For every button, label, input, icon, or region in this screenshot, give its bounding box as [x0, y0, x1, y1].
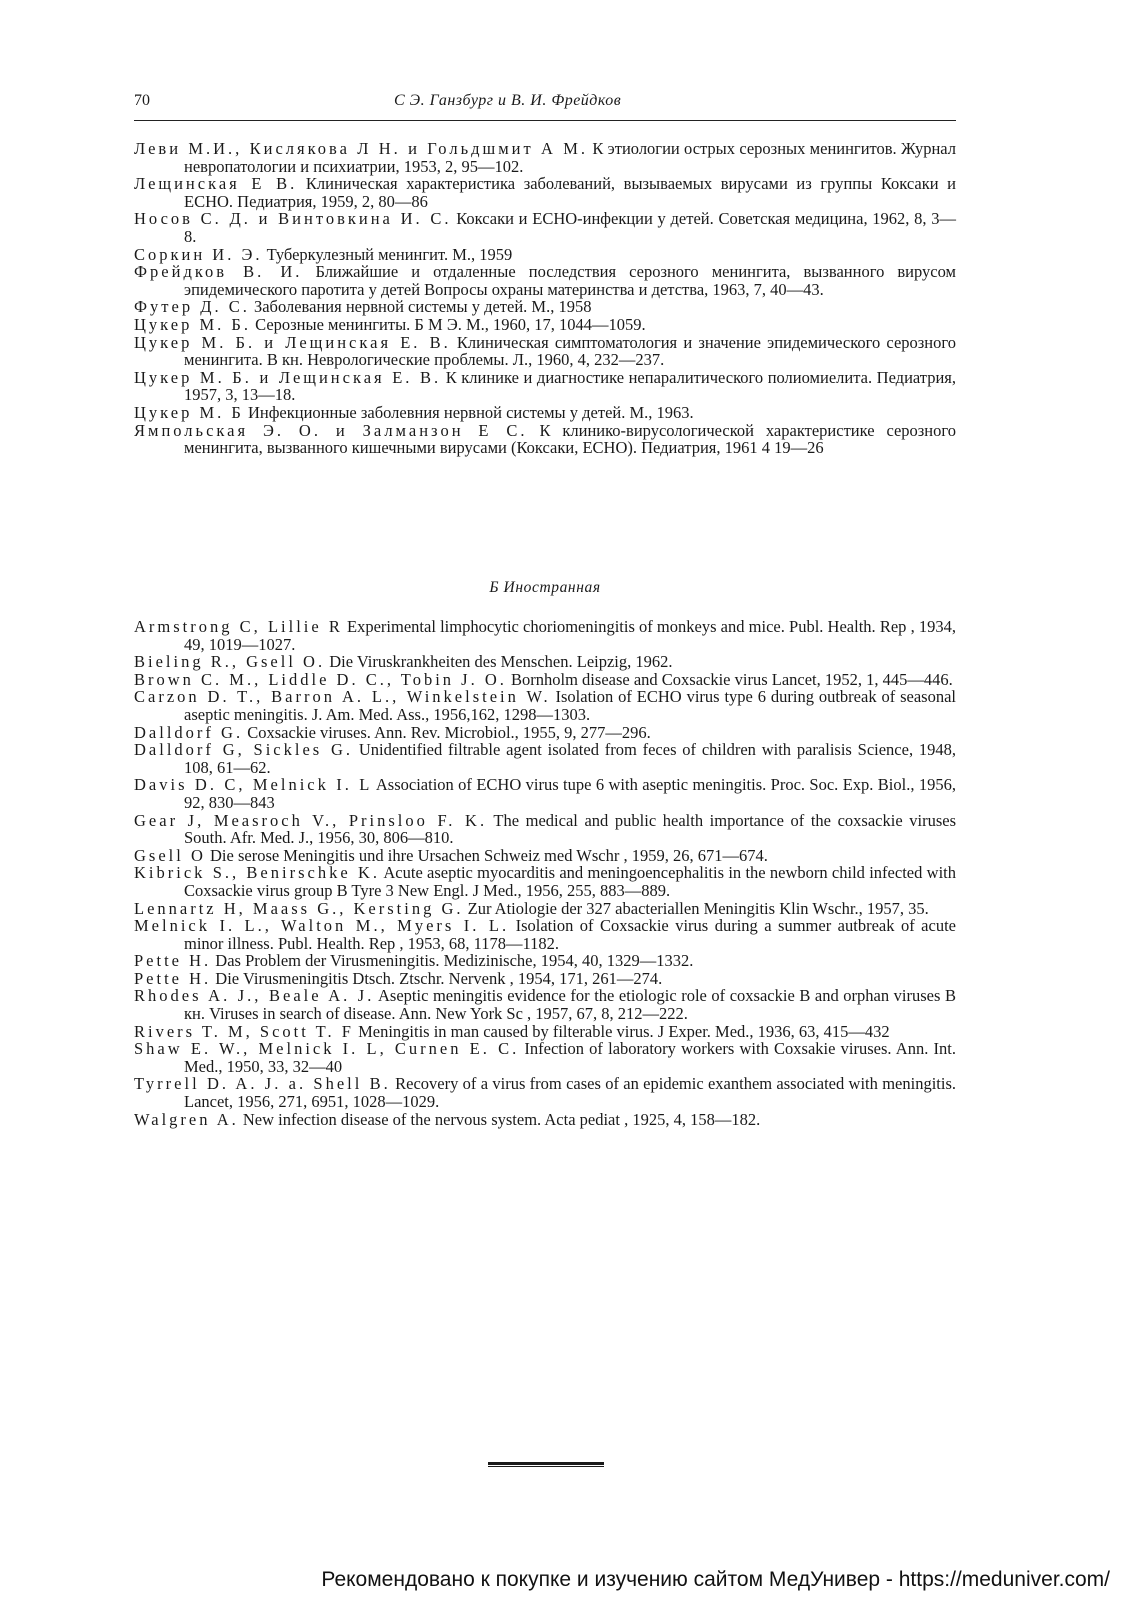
reference-entry: [134, 422, 956, 457]
reference-entry: [134, 688, 956, 723]
page-number: 70: [134, 92, 150, 109]
reference-author: Леви М.И., Кислякова Л Н. и Гольдшмит А М.: [134, 139, 589, 158]
reference-entry: [134, 653, 956, 671]
reference-entry: [134, 316, 956, 334]
reference-author: Brown C. M., Liddle D. C., Tobin J. O.: [134, 669, 507, 689]
reference-entry: [134, 776, 956, 811]
reference-entry: [134, 334, 956, 369]
reference-text: Инфекционные заболевния нервной системы у детей. М., 1963.: [243, 402, 694, 422]
reference-text: Die Viruskrankheiten des Menschen. Leipzig, 1962.: [325, 652, 673, 672]
reference-text: New infection disease of the nervous system. Acta pediat , 1925, 4, 158—182.: [238, 1109, 761, 1129]
reference-author: Armstrong C, Lillie R: [134, 617, 343, 636]
reference-entry: [134, 812, 956, 847]
reference-entry: [134, 298, 956, 316]
foreign-references: [134, 618, 956, 1128]
reference-text: Заболевания нервной системы у детей. М., 1958: [249, 297, 592, 317]
reference-author: Melnick I. L., Walton M., Myers I. L.: [134, 916, 510, 936]
reference-author: Dalldorf G.: [134, 722, 244, 742]
reference-author: Соркин И. Э.: [134, 244, 263, 264]
reference-author: Цукер М. Б: [134, 402, 244, 422]
reference-text: Recovery of a virus from cases of an epidemic exanthem associated with meningitis. Lancet, 1956, 271, 6951, 1028—1029.: [184, 1074, 956, 1112]
reference-author: Pette H.: [134, 951, 212, 971]
reference-text: Isolation of ECHO virus type 6 during outbreak of seasonal aseptic meningitis. J. Am. Med. Ass., 1956,162, 1298—1303.: [184, 687, 956, 724]
reference-author: Lennartz H, Maass G., Kersting G.: [134, 898, 464, 918]
reference-text: Коксаки и ЕСНО-инфекции у детей. Советская медицина, 1962, 8, 3—8.: [184, 209, 956, 246]
reference-entry: [134, 952, 956, 970]
reference-text: К клинике и диагностике непаралитического полиомиелита. Педиатрия, 1957, 3, 13—18.: [184, 367, 956, 405]
reference-author: Shaw E. W., Melnick I. L, Curnen E. C.: [134, 1039, 520, 1059]
reference-entry: [134, 175, 956, 210]
reference-author: Цукер М. Б. и Лещинская Е. В.: [134, 332, 451, 352]
reference-author: Pette H.: [134, 968, 212, 988]
reference-author: Davis D. C, Melnick I. L: [134, 775, 373, 795]
reference-author: Футер Д. С.: [134, 297, 250, 317]
section-title: Б Иностранная: [489, 579, 601, 596]
running-title: С Э. Ганзбург и В. И. Фрейдков: [394, 92, 622, 109]
reference-author: Rhodes A. J., Beale A. J.: [134, 986, 375, 1006]
reference-text: Das Problem der Virusmeningitis. Medizinische, 1954, 40, 1329—1332.: [211, 951, 694, 971]
reference-text: Isolation of Coxsackie virus during a summer autbreak of acute minor illness. Publ. Health. Rep , 1953, 68, 1178—1182.: [184, 916, 956, 953]
reference-text: Infection of laboratory workers with Coxsakie viruses. Ann. Int. Med., 1950, 33, 32—40: [184, 1039, 956, 1076]
reference-entry: [134, 1111, 956, 1129]
reference-entry: [134, 847, 956, 865]
reference-author: Bieling R., Gsell O.: [134, 652, 326, 672]
reference-author: Kibrick S., Benirschke K.: [134, 863, 380, 883]
reference-entry: [134, 900, 956, 918]
reference-author: Цукер М. Б.: [134, 314, 251, 334]
reference-entry: [134, 246, 956, 264]
reference-entry: [134, 618, 956, 653]
reference-text: К этиологии острых серозных менингитов. Журнал невропатологии и психиатрии, 1953, 2, 95—102.: [184, 139, 957, 176]
reference-entry: [134, 210, 956, 245]
reference-text: Серозные менингиты. Б М Э. М., 1960, 17, 1044—1059.: [251, 314, 646, 334]
reference-text: Клиническая симптоматология и значение эпидемического серозного менингита. В кн. Неврологические проблемы. Л., 1960, 4, 232—237.: [184, 332, 956, 370]
reference-entry: [134, 1075, 956, 1110]
reference-entry: [134, 369, 956, 404]
reference-entry: [134, 917, 956, 952]
reference-text: Die Virusmeningitis Dtsch. Ztschr. Nervenk , 1954, 171, 261—274.: [211, 968, 663, 988]
end-divider: [488, 1462, 604, 1467]
reference-author: Gsell O: [134, 845, 206, 865]
reference-entry: [134, 1023, 956, 1041]
reference-text: Aseptic meningitis evidence for the etiologic role of coxsackie B and orphan viruses B кн. Viruses in search of disease. Ann. New York Sc , 1957, 67, 8, 212—222.: [184, 986, 956, 1024]
reference-entry: [134, 1040, 956, 1075]
reference-author: Ямпольская Э. О. и Залманзон Е С.: [134, 420, 528, 440]
reference-text: Meningitis in man caused by filterable virus. J Exper. Med., 1936, 63, 415—432: [353, 1021, 890, 1041]
reference-author: Цукер М. Б. и Лещинская Е. В.: [134, 367, 442, 387]
reference-entry: [134, 404, 956, 422]
reference-author: Tyrrell D. A. J. a. Shell B.: [134, 1074, 391, 1094]
reference-entry: [134, 970, 956, 988]
reference-author: Rivers T. M, Scott T. F: [134, 1021, 354, 1041]
header-divider: [134, 120, 956, 121]
reference-entry: [134, 140, 956, 175]
reference-author: Walgren A.: [134, 1109, 239, 1129]
reference-text: Die serose Meningitis und ihre Ursachen Schweiz med Wschr , 1959, 26, 671—674.: [205, 845, 768, 865]
reference-author: Лещинская Е В.: [134, 174, 298, 194]
reference-text: Experimental limphocytic choriomeningitis of monkeys and mice. Publ. Health. Rep , 1934, 49, 1019—1027.: [184, 617, 956, 654]
page-header: [134, 92, 956, 118]
domestic-references: [134, 140, 956, 457]
reference-author: Carzon D. T., Barron A. L., Winkelstein W.: [134, 687, 551, 707]
reference-author: Gear J, Measroch V., Prinsloo F. K.: [134, 810, 488, 830]
reference-text: К клинико-вирусологической характеристике серозного менингита, вызванного кишечными вирусами (Коксаки, ЕСНО). Педиатрия, 1961 4 19—26: [184, 420, 956, 458]
reference-entry: [134, 987, 956, 1022]
reference-author: Dalldorf G, Sickles G.: [134, 740, 354, 760]
reference-entry: [134, 741, 956, 776]
reference-text: Туберкулезный менингит. М., 1959: [262, 244, 513, 264]
reference-text: Bornholm disease and Coxsackie virus Lancet, 1952, 1, 445—446.: [506, 669, 953, 689]
reference-text: Unidentified filtrable agent isolated from feces of children with paralisis Science, 1948, 108, 61—62.: [184, 740, 956, 777]
reference-text: Acute aseptic myocarditis and meningoencephalitis in the newborn child infected with Coxsackie virus group B Tyre 3 New Engl. J Med., 1956, 255, 883—889.: [184, 863, 956, 900]
reference-entry: [134, 263, 956, 298]
reference-text: Ближайшие и отдаленные последствия серозного менингита, вызванного вирусом эпидемического паротита у детей Вопросы охраны материнства и детства, 1963, 7, 40—43.: [184, 262, 956, 299]
footer-note: Рекомендовано к покупке и изучению сайтом МедУнивер - https://meduniver.com/: [321, 1568, 1110, 1591]
reference-entry: [134, 671, 956, 689]
reference-entry: [134, 864, 956, 899]
reference-text: The medical and public health importance of the coxsackie viruses South. Afr. Med. J., 1956, 30, 806—810.: [184, 810, 957, 848]
reference-author: Носов С. Д. и Винтовкина И. С.: [134, 209, 452, 229]
reference-author: Фрейдков В. И.: [134, 262, 303, 282]
reference-text: Coxsackie viruses. Ann. Rev. Microbiol., 1955, 9, 277—296.: [243, 722, 651, 742]
reference-text: Zur Atiologie der 327 abacteriallen Meningitis Klin Wschr., 1957, 35.: [463, 898, 929, 918]
reference-text: Клиническая характеристика заболеваний, вызываемых вирусами из группы Коксаки и ЕСНО. Педиатрия, 1959, 2, 80—86: [184, 174, 957, 211]
reference-text: Association of ECHO virus tupe 6 with aseptic meningitis. Proc. Soc. Exp. Biol., 1956, 92, 830—843: [184, 775, 957, 812]
reference-entry: [134, 724, 956, 742]
